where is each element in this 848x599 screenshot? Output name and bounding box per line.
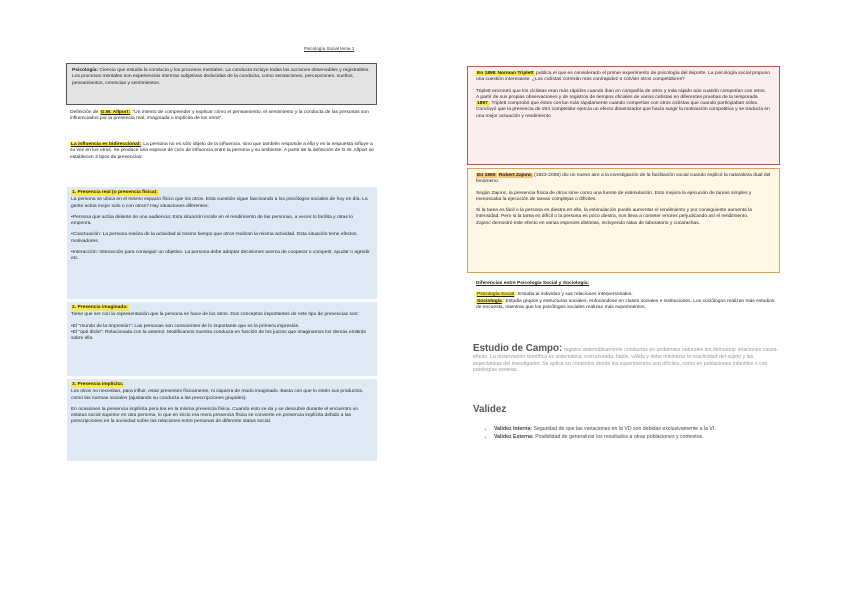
triplett-p4: Concluyó que la presencia de otro competidor ejercía un efecto dinamizador que hacía surgir la motivación competitiva y se traducía en una mejor actuación y rendimiento	[476, 107, 770, 119]
validez-interna-label: Validez Interna:	[494, 426, 533, 432]
presencia-real-p1: La persona se ubica en el mismo espacio físico que los otros. Esta cuestión sigue fascinando a los psicólogos sociales de hoy en día. La gente actúa mejor solo o con otros? Hay situaciones diferentes:	[71, 197, 368, 209]
zajonc-p4: Zajonc demostró este efecto en varias especies distintas, incluyendo ratas de laboratorio y cucarachas.	[476, 220, 701, 226]
diferencias-psicologia-text: : Estudia al individuo y sus relaciones interpersonales.	[515, 292, 633, 298]
allport-text: "Un intento de comprender y explicar cómo el pensamiento, el sentimiento y la conducta de las personas son influenciados por la presencia real, imaginada o implícita de los otros".	[70, 110, 369, 122]
presencia-implicita-p2: En ocasiones la presencia implícita pera lea en la misma presencia física. Cuando esto se da y se descubre durante el encuentro un estatus social superior en otra persona, lo que en inicio era mera presencia física se convierte en presencia implícita debido a las prescripciones en la sociedad sobre las relaciones entre personas de diferente status social.	[71, 406, 359, 425]
allport-name: G.W. Allport:	[100, 110, 131, 115]
presencia-real-title: 1. Presencia real (o presencia física):	[72, 190, 158, 195]
triplett-p2: Triplett encontró que los ciclistas eran más rápidos cuando iban en compañía de otros y más rápido aún cuando competían con otros.	[476, 88, 766, 94]
triplett-name: Norman Triplett	[497, 71, 534, 76]
presencia-imaginada-section	[67, 302, 377, 376]
presencia-implicita-p1: Los otros no necesitan, para influir, estar presentes físicamente, ni siquiera de modo imaginado. Basta con que lo estén sus productos, como las normas sociales (ajustando su conducta a las prescripciones grupales).	[71, 389, 364, 401]
diferencias-psicologia-label: Psicología Social	[477, 292, 515, 298]
presencia-real-p3: •Coactuación: La persona realiza de la actividad al mismo tiempo que otros realizan la misma actividad. Esta situación tiene efectos motivadores.	[71, 232, 357, 244]
presencia-real-p2: •Persona que actúa delante de una audiencia: Esta situación incide en el rendimiento de las personas, a veces lo facilita y otras lo empeora.	[71, 214, 354, 227]
presencia-imaginada-title: 2. Presencia imaginada:	[72, 305, 128, 310]
presencia-imaginada-p3: •El "qué dirán": Relacionada con la anterior. Modificamos nuestra conducta en función de los juicios que imaginamos los demás emitirán sobre ella.	[71, 329, 367, 342]
validez-interna-text: Seguridad de que las variaciones en la VD son debidas exclusivamente a la VI.	[533, 426, 716, 432]
estudio-title: Estudio de Campo:	[473, 343, 563, 354]
presencia-real-p4: •Interacción: Interacción para conseguir un objetivo. La persona debe adoptar decisiones acerca de cooperar o competir, ayudar o agredir etc.	[71, 250, 370, 262]
allport-prefix: Definición de	[70, 110, 99, 115]
triplett-p3-year: 1897	[477, 101, 488, 107]
diferencias-section	[476, 281, 776, 311]
zajonc-p1: (1923-2008) dio un nuevo aire a la investigación de la facilitación social cuando explicó la naturaleza dual del fenómeno.	[476, 173, 771, 185]
presencia-real-section	[67, 187, 377, 299]
page-header: Psicología Social tema 1	[304, 46, 355, 51]
list-item	[494, 426, 780, 433]
presencia-implicita-section	[67, 379, 377, 461]
presencia-imaginada-p2: •El "mundo de la Impresión": Las personas son conscientes de lo importante que es la primera impresión.	[71, 323, 300, 329]
validez-externa-label: Validez Externa:	[494, 433, 534, 440]
diferencias-sociologia-label: Sociología	[477, 298, 502, 304]
validez-title: Validez	[473, 404, 507, 415]
zajonc-name: Robert Zajonc	[498, 173, 532, 178]
psicologia-text: Ciencia que estudia la conducta y los procesos mentales. La conducta incluye todas las acciones observables y registrables. Los procesos mentales son experiencias internas subjetivas deducidas de la conducta, como sensaciones, percepciones, sueños, pensamientos, creencias y sentimientos.	[72, 68, 370, 86]
estudio-text: registra sistemáticamente conductas en ambientes naturales sin demostrar relaciones causa-efecto. La observación científica es sistemática, estructurada, fiable, válida y debe minimizar la reactividad del sujeto y las expectativas del investigador. Se aplica en contextos donde los experimentos son difíciles, como en poblaciones infantiles o con patologías severas.	[473, 347, 779, 374]
triplett-year: En 1898	[477, 71, 496, 76]
influencia-title: La influencia es bidireccional:	[71, 142, 141, 147]
zajonc-box	[467, 168, 780, 273]
allport-definition	[70, 110, 375, 123]
psicologia-title: Psicología:	[72, 68, 99, 73]
estudio-de-campo	[473, 343, 783, 374]
validez-list	[480, 426, 780, 442]
diferencias-title: Diferencias entre Psicología Social y Sociología:	[476, 281, 590, 286]
diferencias-sociologia-text: : Estudia grupos y estructuras sociales, enfocándose en clases sociales e instituciones. Los sociólogos realizan más estudios de encuesta, mientras que los psicólogos sociales realizan más experimentos.	[476, 298, 775, 310]
psicologia-definition-box	[66, 63, 377, 105]
triplett-p3b: , Triplett comprobó que éstos corrían más rápidamente cuando competían con otros ciclistas que cuando participaban solos.	[488, 101, 759, 107]
presencia-imaginada-p1: Tiene que ser con la representación que la persona se hace de los otros. Dos conceptos importantes de este tipo de presencias son:	[71, 312, 359, 318]
validez-externa-text: Posibilidad de generalizar los resultados a otras poblaciones y contextos.	[535, 433, 704, 440]
zajonc-year: En 1965	[477, 173, 496, 178]
influencia-text: La persona no es sólo objeto de la influencia, sino que también responde a ella y es la respuesta influye a su vez en los otros. Se produce una especie de ciclo de influencia entre la persona y su ambiente. A partir de la definición de G.W. Allport se establecen 3 tipos de presencias:	[70, 142, 374, 160]
list-item	[494, 434, 780, 441]
triplett-box	[467, 66, 780, 165]
influencia-bidireccional	[70, 142, 375, 161]
zajonc-p3: Si la tarea es fácil o la persona es diestra en ella, la estimulación puede aumentar el rendimiento y por consiguiente aumenta la intensidad. Pero si la tarea es difícil o la persona es poco diestra, nos lleva a cometer errores perjudicando así el rendimiento.	[476, 208, 752, 220]
presencia-implicita-title: 3. Presencia implícita:	[72, 382, 124, 387]
triplett-p3a: A partir de sus propias observaciones y de registros de tiempos oficiales de varios ciclistas en diferentes pruebas de la temporada	[476, 94, 758, 100]
zajonc-p2: Según Zajonc, la presencia física de otros sirve como una fuente de estimulación. Esto mejora la ejecución de tareas simples y menoscaba la ejecución de tareas complejas o difíciles.	[476, 190, 752, 202]
triplett-p1: publica el que es considerado el primer experimento de psicología del deporte. La psicología social propuso una cuestión interesante. ¿Los ciclistas correrán más con/rapidez o con/sin otros competidores?	[476, 71, 770, 83]
